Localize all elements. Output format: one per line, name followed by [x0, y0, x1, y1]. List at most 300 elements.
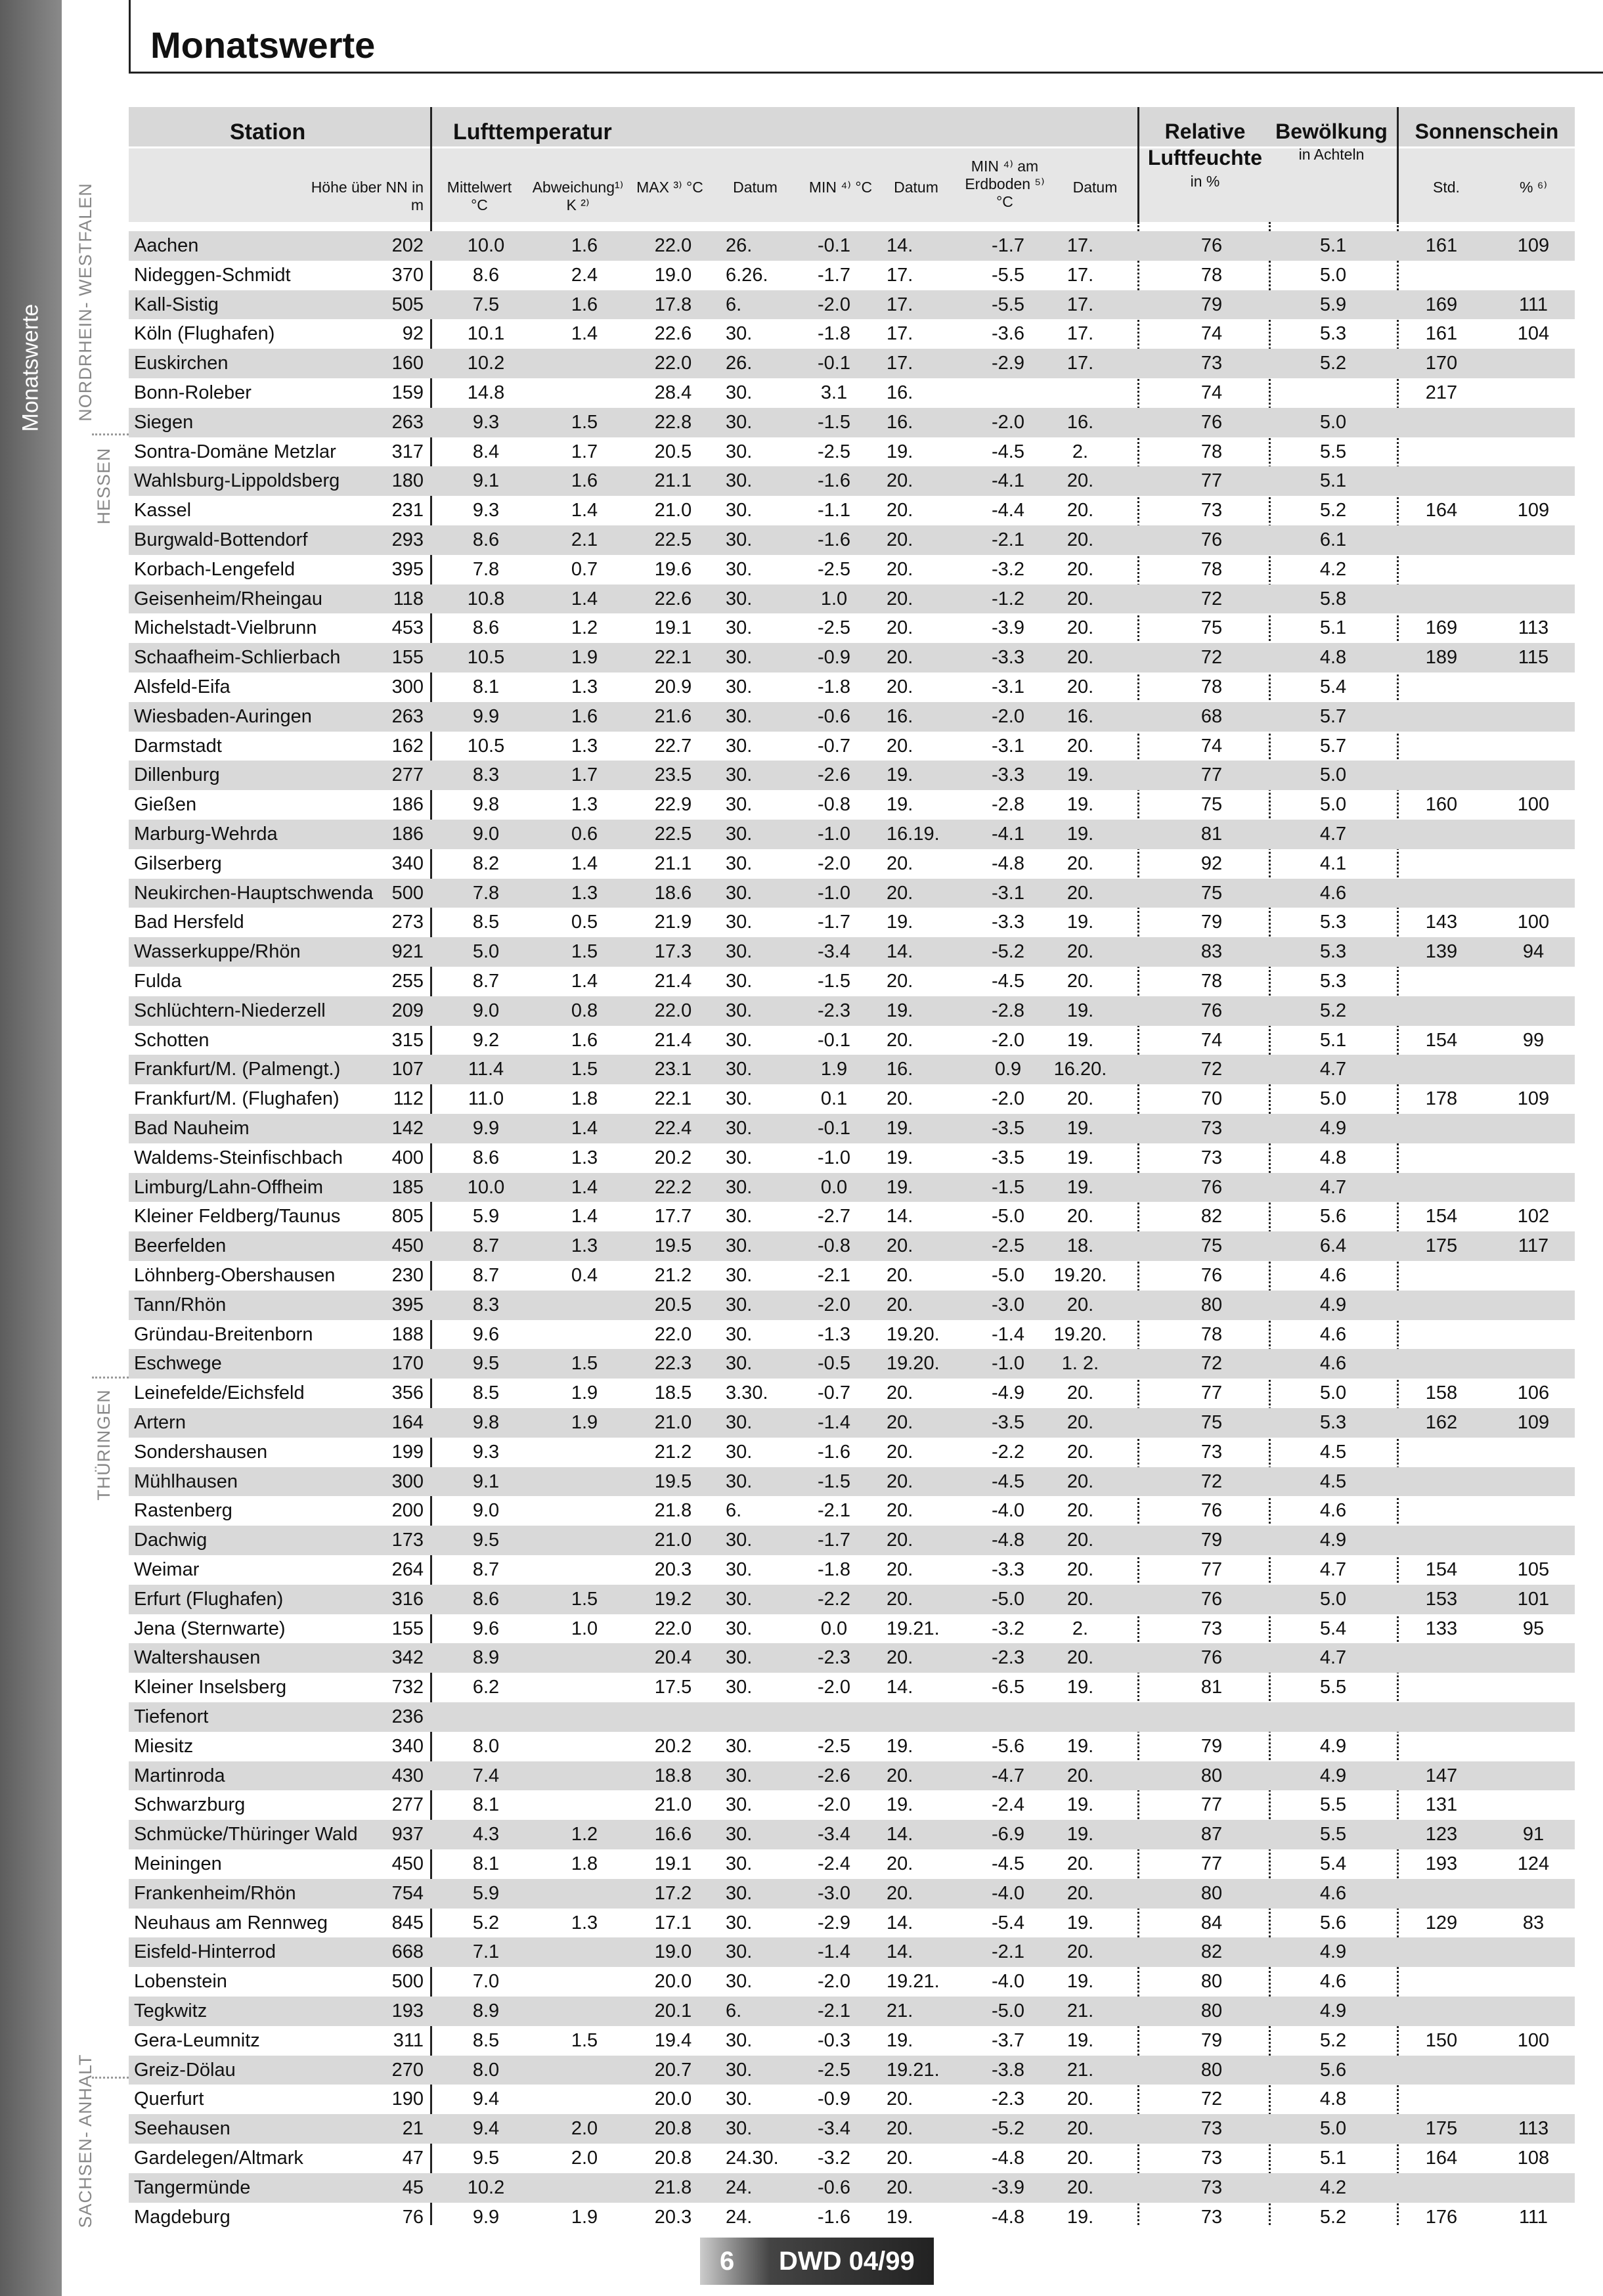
cell-min-temp: -2.2 [818, 1588, 850, 1610]
cell-min-temp: -0.7 [818, 735, 850, 757]
cell-min-temp: -1.6 [818, 529, 850, 550]
cell-sunshine-percent: 101 [1517, 1588, 1550, 1610]
cell-station-name: Aachen [134, 235, 199, 256]
cell-min-temp: -2.1 [818, 2000, 850, 2021]
cell-max-date: 30. [726, 1088, 753, 1110]
cell-deviation: 1.3 [571, 1912, 598, 1933]
cell-max-date: 30. [726, 1470, 753, 1492]
cell-min-date: 19. [887, 1118, 913, 1139]
cell-ground-min-date: 20. [1066, 1470, 1094, 1492]
cell-ground-min-date: 18. [1066, 1235, 1094, 1257]
cell-min-temp: -1.8 [818, 1559, 850, 1580]
cell-min-temp: -0.7 [818, 1382, 850, 1404]
cell-max-temp: 21.6 [654, 705, 692, 727]
table-row [129, 879, 1575, 908]
cell-min-date: 20. [887, 882, 913, 904]
cell-deviation: 1.9 [571, 2206, 598, 2228]
cell-humidity: 75 [1200, 617, 1223, 639]
cell-ground-min-temp: -5.2 [992, 2118, 1024, 2140]
cell-sunshine-percent: 106 [1517, 1382, 1550, 1404]
cell-cloud-cover: 4.6 [1319, 1500, 1347, 1522]
cell-min-date: 20. [887, 588, 913, 609]
cell-altitude: 263 [391, 705, 424, 727]
cell-max-date: 30. [726, 1235, 753, 1257]
cell-max-date: 30. [726, 1588, 753, 1610]
header-datum-max: Datum [733, 179, 778, 196]
region-label-thueringen: THÜRINGEN [94, 1389, 114, 1501]
cell-min-date: 14. [887, 1824, 913, 1845]
header-bew-unit: in Achteln [1298, 146, 1365, 163]
cell-station-name: Lobenstein [134, 1971, 227, 1993]
cell-deviation: 1.7 [571, 441, 598, 462]
cell-min-temp: -2.5 [818, 617, 850, 639]
cell-ground-min-temp: -4.5 [992, 1470, 1024, 1492]
table-row [129, 290, 1575, 320]
cell-humidity: 74 [1200, 1029, 1223, 1051]
cell-ground-min-temp: -3.5 [992, 1147, 1024, 1168]
cell-cloud-cover: 4.9 [1319, 1530, 1347, 1551]
cell-mean-temp: 7.5 [472, 294, 500, 315]
cell-ground-min-date: 19. [1066, 1735, 1094, 1757]
cell-humidity: 74 [1200, 323, 1223, 345]
header-min: MIN ⁴⁾ °C [808, 179, 873, 196]
cell-sunshine-hours: 217 [1425, 382, 1458, 403]
cell-humidity: 72 [1200, 1470, 1223, 1492]
header-station: Station [230, 120, 306, 144]
cell-altitude: 202 [391, 235, 424, 256]
cell-sunshine-hours: 161 [1425, 235, 1458, 256]
cell-min-date: 19. [887, 794, 913, 816]
cell-cloud-cover: 4.9 [1319, 1735, 1347, 1757]
cell-max-temp: 22.7 [654, 735, 692, 757]
cell-max-temp: 21.4 [654, 1029, 692, 1051]
cell-min-date: 16. [887, 382, 913, 403]
cell-ground-min-temp: -4.9 [992, 1382, 1024, 1404]
cell-station-name: Schotten [134, 1029, 209, 1051]
header-abweichung: Abweichung¹⁾ K ²⁾ [532, 179, 624, 213]
cell-cloud-cover: 4.7 [1319, 1559, 1347, 1580]
cell-min-date: 19.21. [887, 2059, 940, 2081]
cell-min-temp: -1.7 [818, 912, 850, 933]
cell-altitude: 188 [391, 1323, 424, 1345]
cell-min-temp: -1.1 [818, 500, 850, 521]
cell-min-temp: -2.4 [818, 1853, 850, 1874]
cell-max-date: 26. [726, 353, 753, 374]
table-row [129, 437, 1575, 467]
cell-max-temp: 23.1 [654, 1059, 692, 1080]
cell-min-temp: -1.5 [818, 971, 850, 992]
cell-min-temp: -1.7 [818, 264, 850, 286]
cell-altitude: 45 [402, 2176, 424, 2198]
cell-cloud-cover: 5.4 [1319, 1618, 1347, 1639]
cell-humidity: 73 [1200, 1441, 1223, 1463]
cell-altitude: 180 [391, 470, 424, 492]
cell-ground-min-date: 20. [1066, 941, 1094, 963]
cell-min-temp: -0.9 [818, 2088, 850, 2110]
cell-max-temp: 19.6 [654, 558, 692, 580]
cell-max-temp: 17.3 [654, 941, 692, 963]
table-row [129, 1555, 1575, 1585]
cell-cloud-cover: 5.3 [1319, 912, 1347, 933]
cell-min-temp: 3.1 [820, 382, 848, 403]
cell-mean-temp: 9.8 [472, 1412, 500, 1433]
cell-max-date: 6.26. [726, 264, 768, 286]
cell-min-date: 19. [887, 1176, 913, 1198]
cell-mean-temp: 8.5 [472, 1382, 500, 1404]
cell-max-date: 30. [726, 676, 753, 697]
cell-station-name: Siegen [134, 411, 194, 433]
cell-ground-min-date: 16. [1066, 411, 1094, 433]
cell-mean-temp: 9.2 [472, 1029, 500, 1051]
cell-min-date: 20. [887, 971, 913, 992]
cell-max-temp: 22.1 [654, 1088, 692, 1110]
table-row [129, 1849, 1575, 1879]
cell-station-name: Tegkwitz [134, 2000, 208, 2021]
cell-humidity: 72 [1200, 647, 1223, 669]
table-row [129, 1761, 1575, 1791]
cell-ground-min-temp: -1.5 [992, 1176, 1024, 1198]
cell-mean-temp: 8.7 [472, 1235, 500, 1257]
page-title: Monatswerte [150, 24, 376, 66]
cell-max-temp: 21.0 [654, 500, 692, 521]
cell-deviation: 2.0 [571, 2118, 598, 2140]
cell-mean-temp: 7.4 [472, 1765, 500, 1786]
cell-deviation: 1.4 [571, 1206, 598, 1227]
cell-max-date: 30. [726, 1412, 753, 1433]
cell-max-temp: 21.1 [654, 852, 692, 874]
cell-sunshine-percent: 99 [1522, 1029, 1545, 1051]
cell-min-date: 20. [887, 1441, 913, 1463]
cell-sunshine-percent: 124 [1517, 1853, 1550, 1874]
cell-ground-min-date: 20. [1066, 971, 1094, 992]
cell-ground-min-date: 20. [1066, 852, 1094, 874]
cell-station-name: Frankfurt/M. (Palmengt.) [134, 1059, 341, 1080]
cell-altitude: 300 [391, 676, 424, 697]
cell-min-date: 20. [887, 852, 913, 874]
cell-max-temp: 22.6 [654, 588, 692, 609]
cell-ground-min-temp: -3.5 [992, 1412, 1024, 1433]
cell-deviation: 0.6 [571, 824, 598, 845]
cell-altitude: 199 [391, 1441, 424, 1463]
cell-max-temp: 22.4 [654, 1118, 692, 1139]
cell-mean-temp: 9.6 [472, 1618, 500, 1639]
cell-altitude: 160 [391, 353, 424, 374]
cell-max-temp: 20.2 [654, 1735, 692, 1757]
cell-deviation: 1.4 [571, 852, 598, 874]
cell-humidity: 78 [1200, 676, 1223, 697]
cell-max-temp: 19.1 [654, 617, 692, 639]
table-row [129, 1496, 1575, 1526]
cell-deviation: 1.6 [571, 1029, 598, 1051]
cell-altitude: 270 [391, 2059, 424, 2081]
cell-ground-min-temp: -4.8 [992, 2148, 1024, 2169]
table-row [129, 1173, 1575, 1203]
cell-cloud-cover: 5.6 [1319, 1912, 1347, 1933]
cell-deviation: 1.7 [571, 764, 598, 786]
table-row [129, 1585, 1575, 1614]
cell-humidity: 77 [1200, 1794, 1223, 1816]
cell-max-temp: 17.7 [654, 1206, 692, 1227]
cell-ground-min-temp: -3.0 [992, 1294, 1024, 1315]
cell-altitude: 190 [391, 2088, 424, 2110]
cell-humidity: 73 [1200, 2176, 1223, 2198]
cell-deviation: 1.3 [571, 882, 598, 904]
cell-cloud-cover: 4.6 [1319, 882, 1347, 904]
cell-humidity: 80 [1200, 1765, 1223, 1786]
cell-mean-temp: 8.9 [472, 2000, 500, 2021]
cell-mean-temp: 8.3 [472, 764, 500, 786]
cell-humidity: 77 [1200, 470, 1223, 492]
table-row [129, 643, 1575, 673]
table-row [129, 967, 1575, 996]
cell-altitude: 921 [391, 941, 424, 963]
cell-station-name: Kleiner Feldberg/Taunus [134, 1206, 341, 1227]
cell-humidity: 72 [1200, 1353, 1223, 1375]
cell-min-date: 19. [887, 441, 913, 462]
cell-mean-temp: 9.1 [472, 1470, 500, 1492]
cell-ground-min-date: 20. [1066, 529, 1094, 550]
cell-min-date: 19. [887, 1735, 913, 1757]
cell-cloud-cover: 5.5 [1319, 1677, 1347, 1698]
cell-station-name: Miesitz [134, 1735, 194, 1757]
cell-min-date: 17. [887, 264, 913, 286]
cell-max-temp: 16.6 [654, 1824, 692, 1845]
cell-cloud-cover: 4.1 [1319, 852, 1347, 874]
cell-altitude: 155 [391, 1618, 424, 1639]
cell-sunshine-hours: 193 [1425, 1853, 1458, 1874]
table-row [129, 1643, 1575, 1673]
cell-ground-min-temp: -4.8 [992, 1530, 1024, 1551]
cell-deviation: 1.3 [571, 735, 598, 757]
cell-max-date: 30. [726, 1118, 753, 1139]
cell-humidity: 80 [1200, 1294, 1223, 1315]
cell-ground-min-date: 17. [1066, 353, 1094, 374]
cell-min-temp: 1.0 [820, 588, 848, 609]
cell-station-name: Alsfeld-Eifa [134, 676, 231, 697]
cell-mean-temp: 7.8 [472, 558, 500, 580]
cell-min-date: 16.19. [887, 824, 940, 845]
cell-humidity: 77 [1200, 1559, 1223, 1580]
cell-min-temp: -0.6 [818, 705, 850, 727]
cell-max-temp: 22.0 [654, 1000, 692, 1021]
cell-deviation: 2.1 [571, 529, 598, 550]
cell-altitude: 21 [402, 2118, 424, 2140]
table-row [129, 2026, 1575, 2056]
region-separator [92, 433, 129, 435]
cell-cloud-cover: 4.8 [1319, 1147, 1347, 1168]
cell-station-name: Bad Hersfeld [134, 912, 244, 933]
cell-ground-min-temp: -3.2 [992, 1618, 1024, 1639]
cell-min-date: 14. [887, 235, 913, 256]
cell-max-date: 30. [726, 588, 753, 609]
cell-mean-temp: 9.5 [472, 2148, 500, 2169]
cell-max-date: 30. [726, 1794, 753, 1816]
cell-mean-temp: 10.2 [467, 2176, 505, 2198]
cell-humidity: 76 [1200, 235, 1223, 256]
cell-ground-min-temp: -2.1 [992, 1941, 1024, 1963]
cell-ground-min-temp: -3.9 [992, 617, 1024, 639]
cell-cloud-cover: 5.0 [1319, 794, 1347, 816]
cell-min-date: 16. [887, 1059, 913, 1080]
cell-sunshine-percent: 100 [1517, 794, 1550, 816]
cell-altitude: 155 [391, 647, 424, 669]
cell-station-name: Kleiner Inselsberg [134, 1677, 287, 1698]
cell-max-temp: 22.0 [654, 235, 692, 256]
cell-min-temp: -3.0 [818, 1882, 850, 1904]
cell-humidity: 74 [1200, 735, 1223, 757]
cell-station-name: Limburg/Lahn-Offheim [134, 1176, 324, 1198]
cell-deviation: 1.5 [571, 411, 598, 433]
cell-min-date: 20. [887, 1853, 913, 1874]
cell-min-temp: -3.2 [818, 2148, 850, 2169]
cell-mean-temp: 9.3 [472, 1441, 500, 1463]
cell-station-name: Weimar [134, 1559, 200, 1580]
cell-humidity: 72 [1200, 1059, 1223, 1080]
cell-min-date: 20. [887, 1088, 913, 1110]
cell-min-temp: -2.3 [818, 1000, 850, 1021]
cell-max-temp: 21.1 [654, 470, 692, 492]
cell-ground-min-date: 19. [1066, 1029, 1094, 1051]
cell-ground-min-date: 1. 2. [1061, 1353, 1099, 1375]
cell-mean-temp: 9.0 [472, 1000, 500, 1021]
cell-max-date: 30. [726, 705, 753, 727]
cell-min-date: 19. [887, 1000, 913, 1021]
table-row [129, 2114, 1575, 2144]
page-number: 6 [720, 2247, 735, 2276]
cell-max-temp: 20.7 [654, 2059, 692, 2081]
cell-station-name: Gießen [134, 794, 197, 816]
cell-mean-temp: 10.5 [467, 647, 505, 669]
header-hoehe: Höhe über NN in m [311, 179, 424, 213]
cell-mean-temp: 8.1 [472, 1853, 500, 1874]
cell-min-temp: -1.6 [818, 1441, 850, 1463]
cell-max-temp: 19.4 [654, 2029, 692, 2051]
cell-min-temp: -0.1 [818, 235, 850, 256]
cell-station-name: Wasserkuppe/Rhön [134, 941, 301, 963]
cell-mean-temp: 8.5 [472, 912, 500, 933]
cell-station-name: Martinroda [134, 1765, 225, 1786]
cell-max-date: 24. [726, 2176, 753, 2198]
cell-altitude: 450 [391, 1235, 424, 1257]
cell-sunshine-percent: 108 [1517, 2148, 1550, 2169]
cell-max-date: 30. [726, 1029, 753, 1051]
cell-cloud-cover: 5.0 [1319, 2118, 1347, 2140]
cell-altitude: 118 [393, 588, 424, 609]
cell-cloud-cover: 4.9 [1319, 1294, 1347, 1315]
cell-sunshine-hours: 160 [1425, 794, 1458, 816]
cell-max-date: 30. [726, 1559, 753, 1580]
cell-altitude: 186 [391, 794, 424, 816]
cell-sunshine-percent: 111 [1518, 294, 1548, 315]
cell-cloud-cover: 4.9 [1319, 1941, 1347, 1963]
cell-ground-min-date: 20. [1066, 1412, 1094, 1433]
cell-max-temp: 19.5 [654, 1470, 692, 1492]
cell-ground-min-date: 16. [1066, 705, 1094, 727]
cell-humidity: 78 [1200, 264, 1223, 286]
cell-mean-temp: 8.5 [472, 2029, 500, 2051]
cell-min-date: 20. [887, 1500, 913, 1522]
cell-sunshine-hours: 154 [1425, 1206, 1458, 1227]
table-row [129, 261, 1575, 290]
cell-max-temp: 20.4 [654, 1647, 692, 1669]
cell-ground-min-date: 20. [1066, 735, 1094, 757]
cell-ground-min-temp: -3.9 [992, 2176, 1024, 2198]
cell-sunshine-hours: 175 [1425, 1235, 1458, 1257]
cell-max-temp: 17.5 [654, 1677, 692, 1698]
cell-ground-min-temp: -3.1 [992, 882, 1024, 904]
cell-altitude: 164 [391, 1412, 424, 1433]
cell-cloud-cover: 5.1 [1319, 2148, 1347, 2169]
cell-max-date: 30. [726, 1000, 753, 1021]
cell-min-temp: -2.5 [818, 2059, 850, 2081]
cell-cloud-cover: 6.4 [1319, 1235, 1347, 1257]
cell-altitude: 173 [391, 1530, 424, 1551]
cell-station-name: Gilserberg [134, 852, 222, 874]
cell-altitude: 293 [391, 529, 424, 550]
cell-cloud-cover: 5.5 [1319, 441, 1347, 462]
cell-humidity: 76 [1200, 1588, 1223, 1610]
cell-altitude: 76 [402, 2206, 424, 2228]
cell-station-name: Magdeburg [134, 2206, 231, 2228]
cell-station-name: Korbach-Lengefeld [134, 558, 296, 580]
cell-humidity: 76 [1200, 1500, 1223, 1522]
cell-deviation: 0.8 [571, 1000, 598, 1021]
cell-altitude: 112 [393, 1088, 424, 1110]
cell-max-date: 30. [726, 941, 753, 963]
cell-ground-min-temp: -5.2 [992, 941, 1024, 963]
cell-min-date: 20. [887, 529, 913, 550]
cell-altitude: 277 [391, 764, 424, 786]
cell-min-date: 16. [887, 411, 913, 433]
cell-sunshine-percent: 95 [1522, 1618, 1545, 1639]
cell-altitude: 316 [391, 1588, 424, 1610]
cell-ground-min-date: 20. [1066, 882, 1094, 904]
cell-altitude: 185 [391, 1176, 424, 1198]
cell-min-temp: -2.9 [818, 1912, 850, 1933]
cell-humidity: 73 [1200, 1118, 1223, 1139]
cell-mean-temp: 8.1 [472, 1794, 500, 1816]
table-row [129, 1702, 1575, 1732]
cell-min-temp: -0.5 [818, 1353, 850, 1375]
cell-mean-temp: 10.8 [467, 588, 505, 609]
cell-max-temp: 20.0 [654, 2088, 692, 2110]
cell-cloud-cover: 5.3 [1319, 941, 1347, 963]
cell-min-date: 20. [887, 1882, 913, 1904]
cell-station-name: Mühlhausen [134, 1470, 238, 1492]
cell-cloud-cover: 5.3 [1319, 971, 1347, 992]
cell-ground-min-date: 19. [1066, 1176, 1094, 1198]
cell-mean-temp: 8.7 [472, 1265, 500, 1286]
cell-altitude: 500 [391, 1971, 424, 1993]
cell-humidity: 75 [1200, 1235, 1223, 1257]
table-row [129, 1732, 1575, 1761]
cell-ground-min-date: 20. [1066, 1559, 1094, 1580]
cell-deviation: 1.4 [571, 971, 598, 992]
cell-station-name: Seehausen [134, 2118, 231, 2140]
cell-max-date: 30. [726, 441, 753, 462]
cell-cloud-cover: 5.1 [1319, 617, 1347, 639]
cell-ground-min-temp: -4.5 [992, 441, 1024, 462]
cell-ground-min-date: 19. [1066, 2029, 1094, 2051]
cell-cloud-cover: 5.1 [1319, 235, 1347, 256]
cell-min-date: 19.21. [887, 1618, 940, 1639]
cell-mean-temp: 8.1 [472, 676, 500, 697]
cell-station-name: Erfurt (Flughafen) [134, 1588, 284, 1610]
cell-ground-min-date: 20. [1066, 1853, 1094, 1874]
cell-humidity: 87 [1200, 1824, 1223, 1845]
cell-ground-min-temp: -2.0 [992, 705, 1024, 727]
cell-ground-min-date: 19. [1066, 1794, 1094, 1816]
